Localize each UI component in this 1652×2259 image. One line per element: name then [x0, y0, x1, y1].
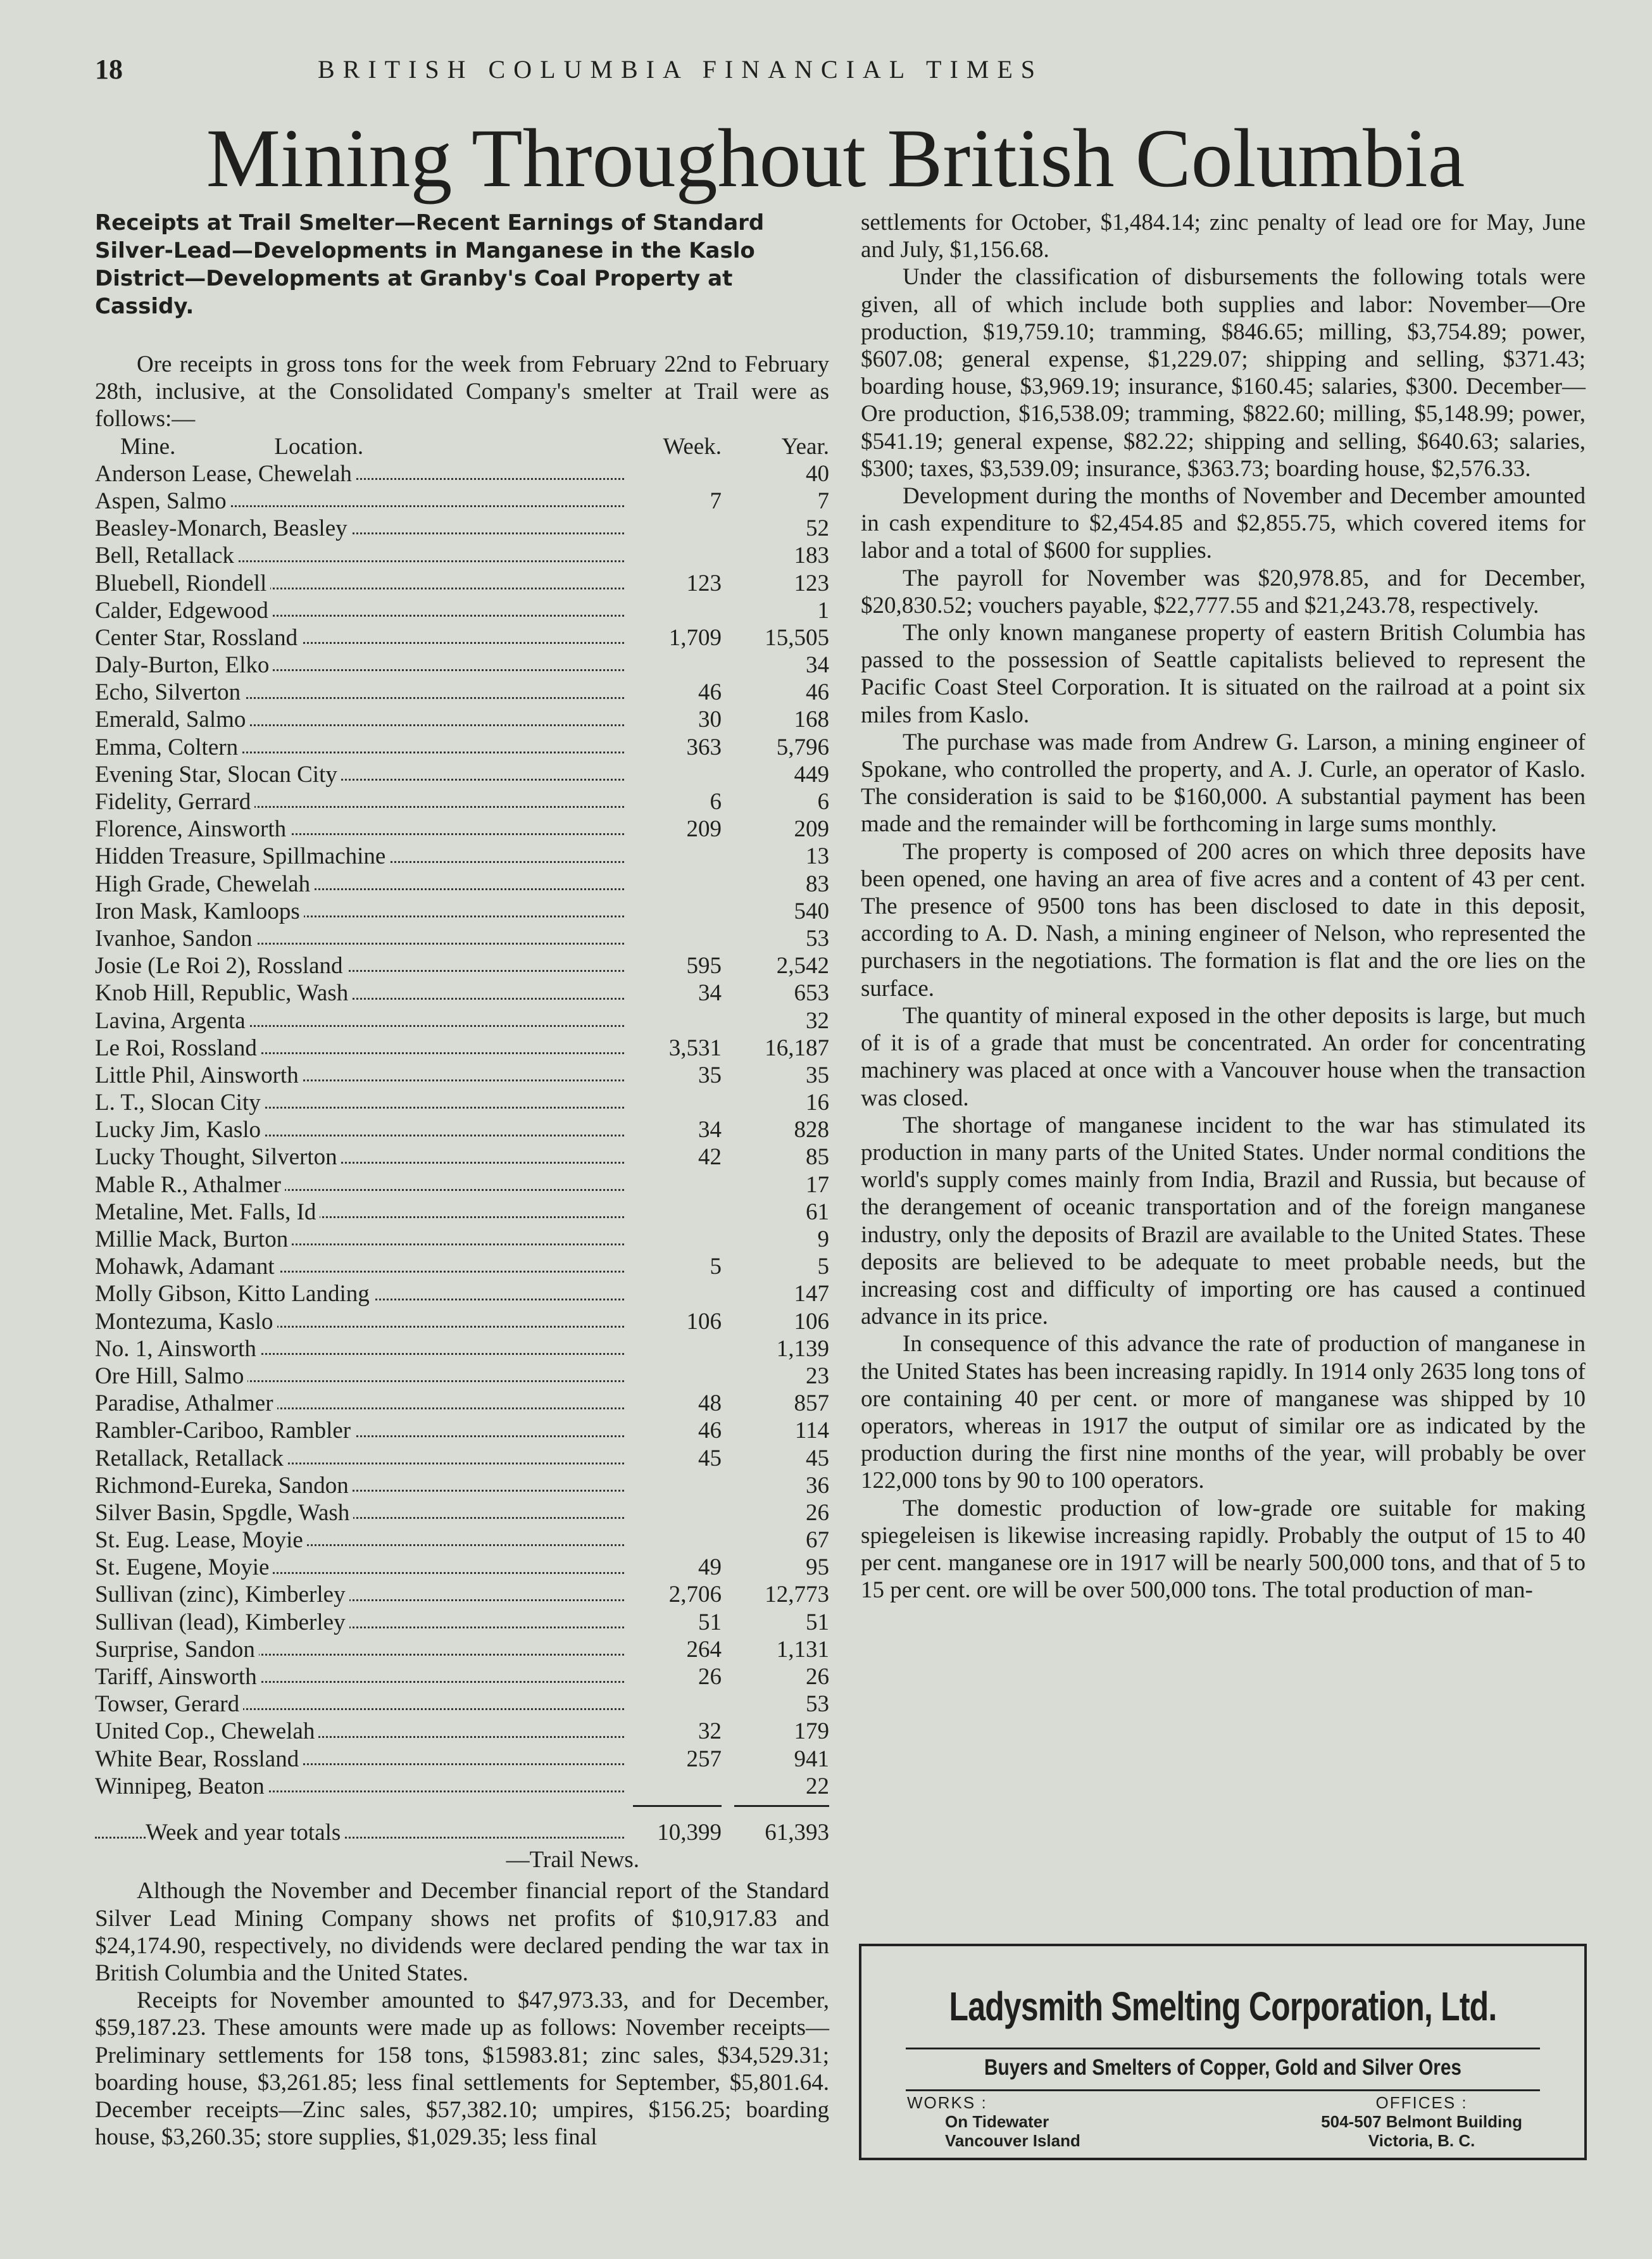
mine-name: Silver Basin, Spgdle, Wash [95, 1500, 353, 1526]
year-value: 106 [794, 1308, 829, 1335]
header-mine: Mine. [120, 434, 179, 460]
table-row [95, 488, 829, 515]
table-row [95, 1417, 829, 1444]
table-row [95, 1718, 829, 1745]
table-row [95, 1746, 829, 1773]
week-value: 106 [686, 1308, 722, 1335]
week-value: 595 [686, 953, 722, 979]
year-value: 53 [806, 925, 829, 952]
mine-name: Millie Mack, Burton [95, 1226, 292, 1252]
totals-row [95, 1819, 829, 1846]
table-row [95, 624, 829, 651]
year-value: 67 [806, 1527, 829, 1554]
year-value: 941 [794, 1746, 829, 1772]
left-paragraph: Although the November and December financial report of the Standard Silver Lead Mining Company shows net profits of $10,917.83 and $24,174.90, respectively, no dividends were declared pending the war tax in British Columbia and the United States. [95, 1878, 829, 1986]
year-value: 5 [817, 1254, 829, 1280]
year-value: 16 [806, 1090, 829, 1116]
table-source: —Trail News. [506, 1847, 639, 1873]
year-value: 34 [806, 652, 829, 679]
week-value: 257 [686, 1746, 722, 1772]
table-row [95, 1609, 829, 1636]
week-value: 7 [710, 488, 722, 514]
intro-paragraph: Ore receipts in gross tons for the week from February 22nd to February 28th, inclusive, at the Consolidated Company's smelter at Trail were as follows:— [95, 351, 829, 432]
week-value: 46 [698, 679, 722, 706]
table-row [95, 815, 829, 843]
table-row [95, 952, 829, 979]
mine-name: Little Phil, Ainsworth [95, 1062, 303, 1088]
year-value: 45 [806, 1445, 829, 1471]
mine-name: White Bear, Rossland [95, 1746, 303, 1772]
year-value: 857 [794, 1390, 829, 1417]
mine-name: Montezuma, Kaslo [95, 1309, 277, 1335]
mine-name: Hidden Treasure, Spillmachine [95, 843, 389, 869]
table-row [95, 761, 829, 788]
table-row [95, 925, 829, 952]
week-value: 35 [698, 1062, 722, 1088]
mine-name: Retallack, Retallack [95, 1445, 287, 1471]
year-value: 1 [817, 597, 829, 624]
mine-name: Paradise, Athalmer [95, 1390, 277, 1416]
week-value: 32 [698, 1718, 722, 1745]
right-paragraph: The payroll for November was $20,978.85, and for December, $20,830.52; vouchers payable, $22,777.55 and $21,243.78, respectively. [861, 565, 1586, 619]
mine-name: Anderson Lease, Chewelah [95, 461, 356, 487]
mine-name: Iron Mask, Kamloops [95, 898, 304, 924]
week-value: 46 [698, 1418, 722, 1444]
mine-name: L. T., Slocan City [95, 1090, 265, 1116]
right-paragraph: The only known manganese property of eastern British Columbia has passed to the possession of Seattle capitalists believed to represent the Pacific Coast Steel Corporation. It is situated on the railroad at a point six miles from Kaslo. [861, 620, 1586, 728]
mine-name: Bluebell, Riondell [95, 570, 270, 596]
year-value: 26 [806, 1499, 829, 1526]
mine-name: Le Roi, Rossland [95, 1035, 261, 1061]
right-paragraph: The quantity of mineral exposed in the other deposits is large, but much of it is of a grade that must be concentrated. An order for concentrating machinery was placed at once with a Vancouver house when the transaction was closed. [861, 1002, 1586, 1111]
mine-name: Florence, Ainsworth [95, 816, 290, 842]
year-value: 2,542 [776, 953, 829, 979]
year-value: 9 [817, 1226, 829, 1253]
week-value: 49 [698, 1554, 722, 1581]
table-row [95, 1335, 829, 1362]
year-value: 15,505 [765, 624, 829, 651]
week-value: 48 [698, 1390, 722, 1417]
table-row [95, 788, 829, 815]
year-value: 183 [794, 543, 829, 569]
mine-name: Center Star, Rossland [95, 625, 301, 651]
mine-name: High Grade, Chewelah [95, 871, 314, 897]
mine-name: Bell, Retallack [95, 543, 238, 569]
mine-name: Tariff, Ainsworth [95, 1664, 261, 1690]
year-value: 1,139 [776, 1335, 829, 1362]
right-paragraph: The property is composed of 200 acres on which three deposits have been opened, one having an area of five acres and a content of 43 per cent. The presence of 9500 tons has been disclosed to date in this deposit, according to A. D. Nash, a mining engineer of Nelson, who represented the purchasers in the negotiations. The formation is flat and the ore lies on the surface. [861, 838, 1586, 1002]
right-paragraph: In consequence of this advance the rate of production of manganese in the United States has been increasing rapidly. In 1914 only 2635 long tons of ore containing 40 per cent. or more of manganese was shipped by 10 operators, whereas in 1917 the output of similar ore as indicated by the production during the first nine months of the year, will probably be over 122,000 tons by 90 to 100 operators. [861, 1331, 1586, 1494]
year-value: 26 [806, 1664, 829, 1690]
table-row [95, 1007, 829, 1035]
ad-works-label: WORKS : [907, 2093, 987, 2112]
mine-name: Richmond-Eureka, Sandon [95, 1473, 353, 1499]
article-deck: Receipts at Trail Smelter—Recent Earnings of Standard Silver-Lead—Developments in Manganese in the Kaslo District—Developments at Granby's Coal Property at Cassidy. [95, 210, 765, 319]
mine-name: Rambler-Cariboo, Rambler [95, 1418, 354, 1444]
table-row [95, 1226, 829, 1253]
year-value: 83 [806, 871, 829, 897]
year-value: 179 [794, 1718, 829, 1745]
week-value: 6 [710, 789, 722, 815]
table-row [95, 1636, 829, 1663]
year-value: 51 [806, 1609, 829, 1635]
table-row [95, 706, 829, 733]
table-row [95, 1499, 829, 1526]
table-header-row [95, 433, 829, 460]
table-row [95, 570, 829, 597]
page-number: 18 [95, 54, 123, 85]
week-value: 2,706 [668, 1582, 722, 1608]
week-value: 209 [686, 816, 722, 843]
table-row [95, 679, 829, 706]
ad-works [907, 2093, 1080, 2150]
mine-name: Beasley-Monarch, Beasley [95, 515, 351, 541]
header-week: Week. [663, 433, 722, 460]
continued-paragraph: settlements for October, $1,484.14; zinc penalty of lead ore for May, June and July, $1,156.68. [861, 210, 1586, 263]
table-row [95, 898, 829, 925]
ad-works-line: Vancouver Island [945, 2131, 1080, 2150]
ad-tagline: Buyers and Smelters of Copper, Gold and Silver Ores [984, 2055, 1461, 2080]
year-value: 40 [806, 460, 829, 487]
ad-offices-label: OFFICES : [1375, 2093, 1468, 2112]
mine-name: Lavina, Argenta [95, 1008, 249, 1034]
header-year: Year. [781, 433, 829, 460]
table-row [95, 979, 829, 1007]
header-location: Location. [274, 434, 367, 460]
table-row [95, 1773, 829, 1800]
mine-name: Sullivan (zinc), Kimberley [95, 1582, 349, 1608]
mine-name: Surprise, Sandon [95, 1637, 259, 1663]
article-headline: Mining Throughout British Columbia [206, 111, 1465, 205]
right-paragraph: The purchase was made from Andrew G. Larson, a mining engineer of Spokane, who controlled the property, and A. J. Curle, an operator of Kaslo. The consideration is said to be $160,000. A substantial payment has been made and the remainder will be forthcoming in large sums monthly. [861, 729, 1586, 838]
mine-name: Echo, Silverton [95, 679, 244, 705]
year-value: 168 [794, 707, 829, 733]
year-value: 52 [806, 515, 829, 542]
ad-divider [906, 2089, 1540, 2091]
mine-name: St. Eugene, Moyie [95, 1554, 273, 1580]
right-paragraph: The domestic production of low-grade ore suitable for making spiegeleisen is likewise increasing rapidly. Probably the output of 15 to 40 per cent. manganese ore in 1917 will be nearly 500,000 tons, and that of 5 to 15 per cent. ore will be over 500,000 tons. The total production of man- [861, 1495, 1586, 1604]
table-row [95, 1362, 829, 1390]
table-row [95, 1035, 829, 1062]
mine-name: Towser, Gerard [95, 1691, 243, 1717]
mine-name: Fidelity, Gerrard [95, 789, 254, 815]
ad-offices-line: 504-507 Belmont Building [1321, 2112, 1522, 2131]
week-value: 42 [698, 1144, 722, 1171]
year-value: 61 [806, 1199, 829, 1225]
week-value: 51 [698, 1609, 722, 1635]
year-value: 53 [806, 1691, 829, 1718]
year-value: 5,796 [776, 734, 829, 760]
ad-company-name: Ladysmith Smelting Corporation, Ltd. [949, 1984, 1497, 2029]
year-value: 653 [794, 980, 829, 1007]
table-row [95, 1089, 829, 1116]
mine-name: No. 1, Ainsworth [95, 1336, 260, 1362]
year-value: 16,187 [765, 1035, 829, 1061]
table-row [95, 1526, 829, 1554]
mine-name: Calder, Edgewood [95, 598, 272, 624]
week-value: 45 [698, 1445, 722, 1471]
mine-name: Emerald, Salmo [95, 707, 249, 733]
year-value: 209 [794, 816, 829, 843]
totals-rule [95, 1800, 829, 1815]
year-value: 123 [794, 570, 829, 596]
year-value: 36 [806, 1472, 829, 1499]
mine-name: Aspen, Salmo [95, 488, 230, 514]
running-header [95, 53, 1266, 91]
right-paragraph: Under the classification of disbursements the following totals were given, all of which include both supplies and labor: November—Ore production, $19,759.10; tramming, $846.65; milling, $3,754.89; power, $607.08; general expense, $1,229.07; shipping and selling, $371.43; boarding house, $3,969.19; insurance, $160.45; salaries, $300. December—Ore production, $16,538.09; tramming, $822.60; milling, $5,148.99; power, $541.19; general expense, $82.22; shipping and selling, $640.63; salaries, $300; taxes, $3,539.09; insurance, $363.73; boarding house, $2,576.33. [861, 264, 1586, 482]
table-body [95, 460, 829, 1800]
table-row [95, 460, 829, 488]
mine-name: Ore Hill, Salmo [95, 1363, 247, 1389]
ore-receipts-table [95, 433, 829, 1874]
year-value: 540 [794, 898, 829, 924]
table-row [95, 1253, 829, 1280]
week-value: 30 [698, 707, 722, 733]
table-row [95, 1663, 829, 1690]
year-value: 1,131 [776, 1636, 829, 1663]
table-row [95, 651, 829, 679]
table-row [95, 1280, 829, 1307]
year-value: 449 [794, 761, 829, 788]
table-row [95, 1581, 829, 1608]
mine-name: Molly Gibson, Kitto Landing [95, 1281, 373, 1307]
ad-works-line: On Tidewater [945, 2112, 1049, 2131]
table-row [95, 515, 829, 542]
mine-name: Sullivan (lead), Kimberley [95, 1609, 349, 1635]
left-paragraph: Receipts for November amounted to $47,973.33, and for December, $59,187.23. These amounts were made up as follows: November receipts—Preliminary settlements for 158 tons, $15983.81; zinc sales, $34,529.31; boarding house, $3,261.85; less final settlements for September, $5,801.64. December receipts—Zinc sales, $57,382.10; umpires, $156.25; boarding house, $3,260.35; store supplies, $1,029.35; less final [95, 1987, 829, 2151]
year-value: 828 [794, 1117, 829, 1143]
table-row [95, 734, 829, 761]
mine-name: Ivanhoe, Sandon [95, 926, 256, 952]
table-row [95, 1690, 829, 1718]
week-value: 363 [686, 734, 722, 760]
mine-name: Metaline, Met. Falls, Id [95, 1199, 320, 1225]
table-row [95, 1199, 829, 1226]
table-row [95, 1171, 829, 1199]
year-value: 7 [817, 488, 829, 514]
right-paragraph: Development during the months of November and December amounted in cash expenditure to $2,454.85 and $2,855.75, which covered items for labor and a total of $600 for supplies. [861, 483, 1586, 564]
week-value: 264 [686, 1636, 722, 1663]
week-value: 26 [698, 1664, 722, 1690]
table-row [95, 1062, 829, 1089]
year-value: 85 [806, 1144, 829, 1171]
mine-name: Emma, Coltern [95, 734, 242, 760]
week-value: 34 [698, 1117, 722, 1143]
table-row [95, 1390, 829, 1417]
table-row [95, 542, 829, 569]
year-value: 13 [806, 843, 829, 870]
table-row [95, 597, 829, 624]
year-value: 35 [806, 1062, 829, 1088]
mine-name: Evening Star, Slocan City [95, 762, 341, 788]
mine-name: Mable R., Athalmer [95, 1172, 285, 1198]
table-row [95, 1445, 829, 1472]
table-row [95, 1472, 829, 1499]
table-row [95, 1308, 829, 1335]
year-value: 23 [806, 1362, 829, 1389]
table-row [95, 871, 829, 898]
year-value: 46 [806, 679, 829, 706]
week-value: 3,531 [668, 1035, 722, 1061]
year-value: 147 [794, 1281, 829, 1307]
mine-name: Mohawk, Adamant [95, 1254, 278, 1280]
week-value: 1,709 [668, 624, 722, 651]
ad-offices [1321, 2093, 1522, 2150]
mine-name: United Cop., Chewelah [95, 1718, 318, 1744]
year-value: 32 [806, 1007, 829, 1034]
mine-name: Lucky Thought, Silverton [95, 1144, 341, 1170]
ad-divider [906, 2048, 1540, 2049]
totals-label: Week and year totals [146, 1820, 344, 1846]
week-value: 123 [686, 570, 722, 596]
mine-name: St. Eug. Lease, Moyie [95, 1527, 307, 1553]
right-column [861, 209, 1586, 1604]
mine-name: Josie (Le Roi 2), Rossland [95, 953, 347, 979]
right-paragraph: The shortage of manganese incident to the war has stimulated its production in many parts of the United States. Under normal conditions the world's supply comes mainly from India, Brazil and Russia, but because of the derangement of oceanic transportation and of the foreign manganese industry, only the deposits of Brazil are available to the United States. These deposits are believed to be adequate to meet probable needs, but the increasing cost and difficulty of importing ore has caused a continued advance in its price. [861, 1112, 1586, 1330]
ad-offices-line: Victoria, B. C. [1368, 2131, 1475, 2150]
year-value: 114 [794, 1418, 829, 1444]
totals-week: 10,399 [657, 1819, 722, 1846]
week-value: 34 [698, 980, 722, 1007]
year-value: 6 [817, 789, 829, 815]
year-value: 22 [806, 1773, 829, 1799]
year-value: 12,773 [765, 1582, 829, 1608]
table-row [95, 843, 829, 870]
table-row [95, 1143, 829, 1171]
publication-title: BRITISH COLUMBIA FINANCIAL TIMES [317, 55, 1044, 84]
mine-name: Winnipeg, Beaton [95, 1773, 268, 1799]
left-column [95, 209, 829, 2151]
mine-name: Lucky Jim, Kaslo [95, 1117, 265, 1143]
advertisement-box [859, 1944, 1587, 2160]
table-row [95, 1554, 829, 1581]
totals-year: 61,393 [765, 1819, 829, 1846]
mine-name: Knob Hill, Republic, Wash [95, 980, 352, 1006]
mine-name: Daly-Burton, Elko [95, 652, 273, 678]
year-value: 95 [806, 1554, 829, 1581]
week-value: 5 [710, 1254, 722, 1280]
table-row [95, 1116, 829, 1143]
year-value: 17 [806, 1171, 829, 1198]
